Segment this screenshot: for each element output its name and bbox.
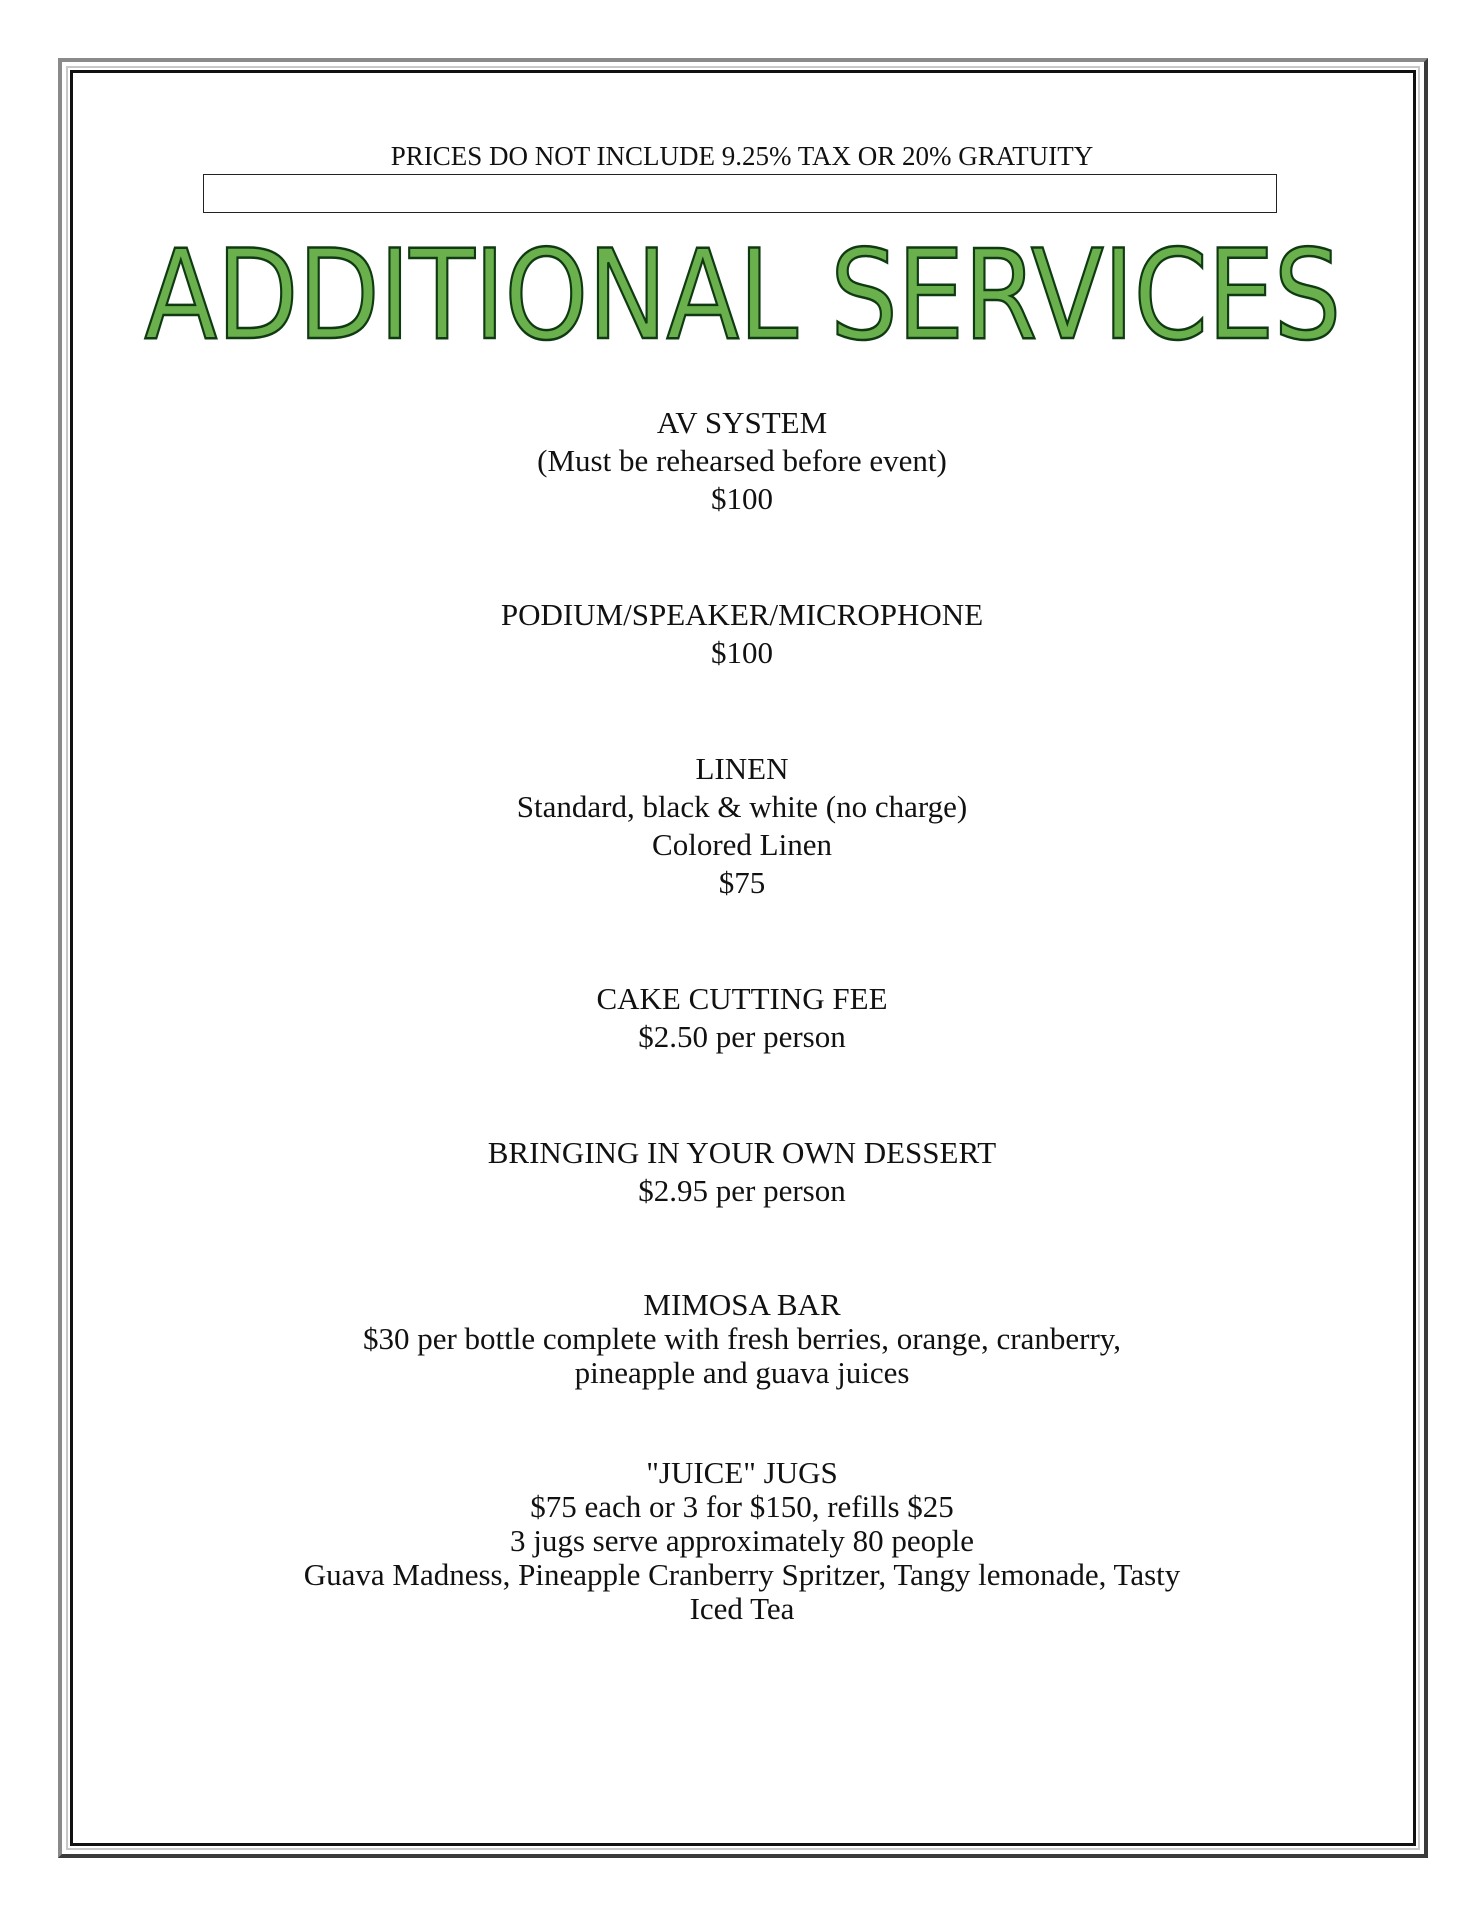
section-heading: AV SYSTEM (656, 405, 828, 440)
section-podium (0, 596, 1484, 672)
section-own-dessert (0, 1134, 1484, 1210)
section-juice-jugs (0, 1456, 1484, 1626)
section-line: Colored Linen (652, 827, 832, 862)
section-price: $100 (711, 635, 773, 670)
section-price: $2.95 per person (638, 1173, 846, 1208)
section-price: $100 (711, 481, 773, 516)
section-heading: PODIUM/SPEAKER/MICROPHONE (500, 597, 984, 632)
section-line: $30 per bottle complete with fresh berries, orange, cranberry, (362, 1321, 1122, 1356)
section-linen (0, 750, 1484, 902)
section-line: pineapple and guava juices (574, 1355, 910, 1390)
section-heading: LINEN (695, 751, 789, 786)
section-cake-cutting (0, 980, 1484, 1056)
section-price: $75 (718, 865, 766, 900)
price-notice: PRICES DO NOT INCLUDE 9.25% TAX OR 20% GRATUITY (390, 141, 1094, 171)
section-heading: "JUICE" JUGS (646, 1455, 838, 1490)
section-heading: MIMOSA BAR (643, 1287, 841, 1322)
section-heading: CAKE CUTTING FEE (596, 981, 888, 1016)
section-line: 3 jugs serve approximately 80 people (509, 1523, 975, 1558)
section-price: $75 each or 3 for $150, refills $25 (530, 1489, 954, 1524)
section-price: $2.50 per person (638, 1019, 846, 1054)
section-line: Iced Tea (689, 1591, 795, 1626)
section-line: Guava Madness, Pineapple Cranberry Spritzer, Tangy lemonade, Tasty (303, 1557, 1181, 1592)
section-mimosa-bar (0, 1288, 1484, 1390)
notice-empty-box (203, 174, 1277, 213)
section-heading: BRINGING IN YOUR OWN DESSERT (487, 1135, 997, 1170)
section-line: (Must be rehearsed before event) (537, 443, 947, 478)
title-container (0, 226, 1484, 366)
page-title: ADDITIONAL SERVICES (143, 224, 1341, 368)
section-line: Standard, black & white (no charge) (516, 789, 968, 824)
section-av-system (0, 404, 1484, 518)
